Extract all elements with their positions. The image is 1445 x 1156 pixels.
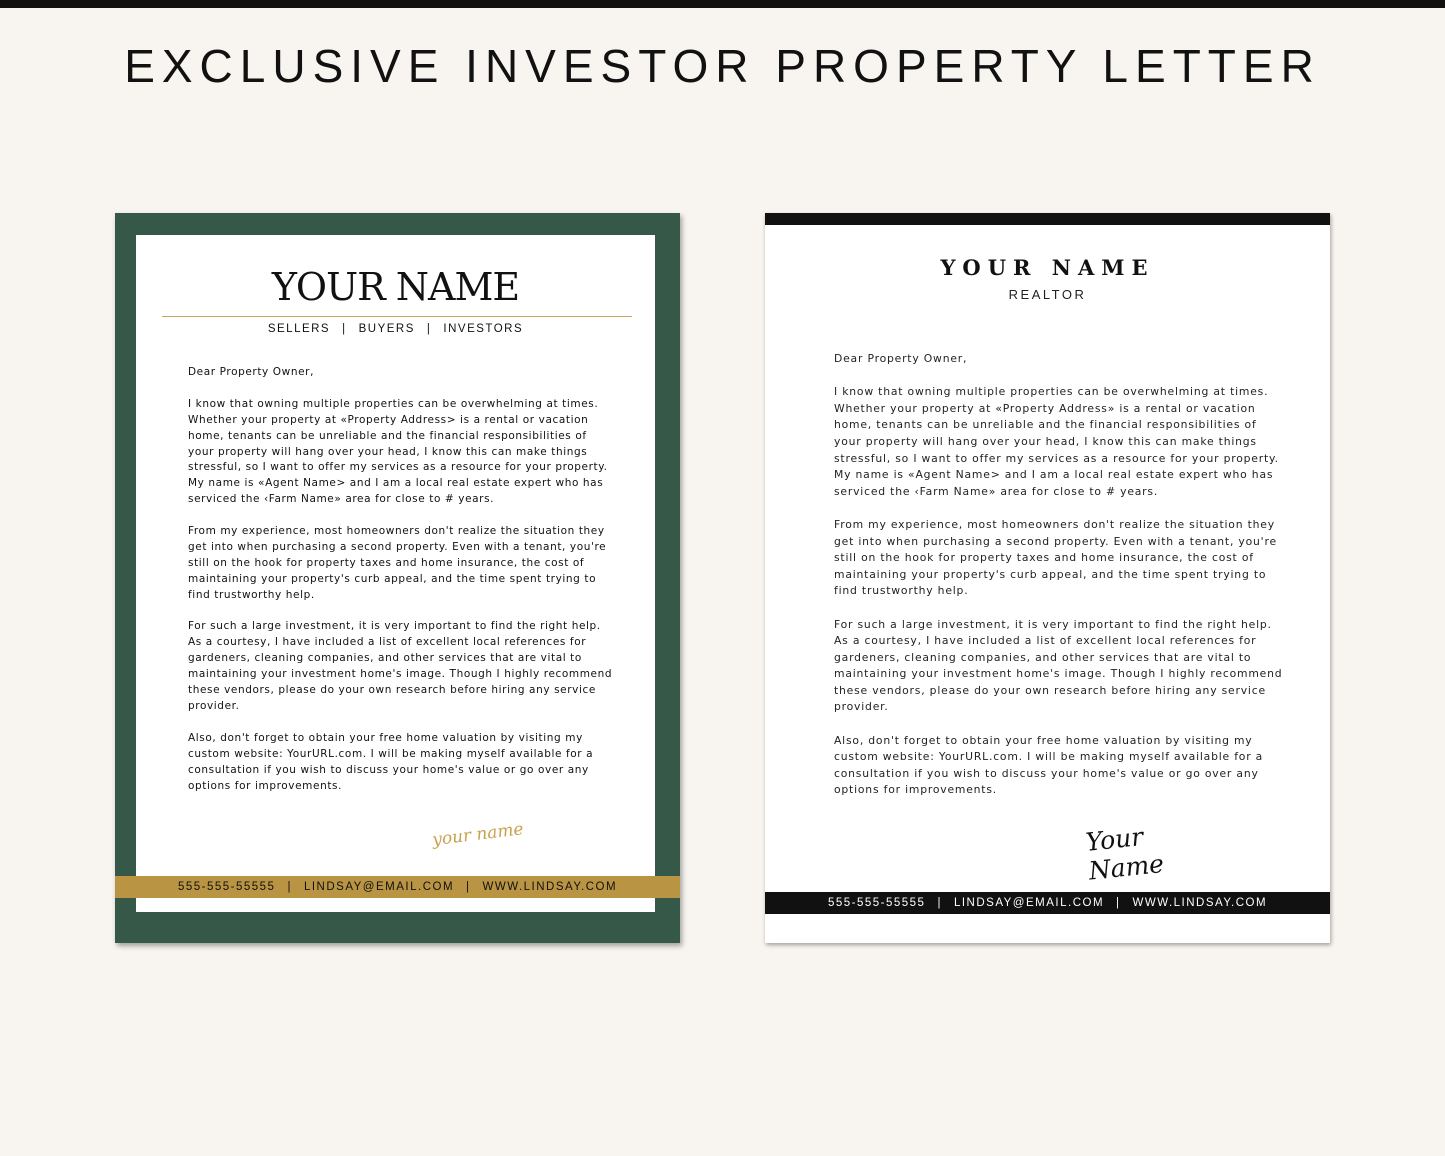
contact-email: LINDSAY@EMAIL.COM [953, 897, 1105, 909]
contact-separator: | [466, 881, 471, 893]
letter-green-paragraph-1: I know that owning multiple properties can be overwhelming at times. Whether your property at «Property Address> is a rental or vacation home, tenants can be unreliable and the financial responsibilities of your property will hang over your head, I know this can make things stressful, so I want to offer my services as a resource for your property. My name is «Agent Name> and I am a local real estate expert who has serviced the ‹Farm Name» area for close to # years. [188, 397, 608, 506]
audience-buyers: BUYERS [358, 323, 415, 335]
contact-phone: 555-555-55555 [827, 897, 926, 909]
audience-sellers: SELLERS [267, 323, 331, 335]
letter-green-greeting: Dear Property Owner, [188, 366, 315, 378]
letter-green-contact-bar [115, 876, 680, 898]
contact-email: LINDSAY@EMAIL.COM [303, 881, 455, 893]
contact-separator: | [1116, 897, 1121, 909]
contact-website: WWW.LINDSAY.COM [482, 881, 618, 893]
letter-black-signature: Your Name [1084, 821, 1166, 886]
top-border-bar [0, 0, 1445, 8]
page-title: EXCLUSIVE INVESTOR PROPERTY LETTER [124, 40, 1321, 92]
contact-separator: | [937, 897, 942, 909]
letter-green-paragraph-3: For such a large investment, it is very important to find the right help. As a courtesy, I have included a list of excellent local references for gardeners, cleaning companies, and other services that are vital to maintaining your investment home's image. Though I highly recommend these vendors, please do your own research before hiring any service provider. [188, 620, 613, 712]
letter-black-paragraph-2: From my experience, most homeowners don't realize the situation they get into when purchasing a second property. Even with a tenant, you're still on the hook for property taxes and home insurance, the cost of maintaining your property's curb appeal, and the time spent trying to find trustworthy help. [834, 517, 1277, 598]
contact-separator: | [287, 881, 292, 893]
audience-separator: | [342, 323, 347, 335]
letter-black-paragraph-1: I know that owning multiple properties can be overwhelming at times. Whether your property at «Property Address» is a rental or vacation home, tenants can be unreliable and the financial responsibilities of your property will hang over your head, I know this can make things stressful, so I want to offer my services as a resource for your property. My name is «Agent Name> and I am a local real estate expert who has serviced the ‹Farm Name» area for close to # years. [834, 385, 1279, 498]
letter-green-signature: your name [431, 819, 525, 851]
letter-black-paragraph-4: Also, don't forget to obtain your free home valuation by visiting my custom website: YourURL.com. I will be making myself available for a consultation if you wish to discuss your home's value or go over any options for improvements. [834, 733, 1264, 797]
audience-investors: INVESTORS [443, 323, 524, 335]
letter-black-role: REALTOR [1008, 287, 1087, 302]
letter-green-frame [115, 213, 680, 943]
letter-green-gold-rule [162, 316, 632, 317]
letter-green-paragraph-2: From my experience, most homeowners don't realize the situation they get into when purchasing a second property. Even with a tenant, you're still on the hook for property taxes and home insurance, the cost of maintaining your property's curb appeal, and the time spent trying to find trustworthy help. [188, 525, 607, 601]
letter-black-body [834, 351, 1284, 816]
letter-black-agent-name: YOUR NAME [940, 255, 1155, 280]
contact-website: WWW.LINDSAY.COM [1132, 897, 1268, 909]
letter-black-sheet [765, 213, 1330, 943]
letter-green-paragraph-4: Also, don't forget to obtain your free home valuation by visiting my custom website: YourURL.com. I will be making myself available for a consultation if you wish to discuss your home's value or go over any options for improvements. [188, 731, 594, 792]
letter-green-body [188, 365, 613, 810]
contact-phone: 555-555-55555 [177, 881, 276, 893]
audience-separator: | [426, 323, 432, 335]
letter-green-agent-name: YOUR NAME [271, 265, 520, 309]
letter-green-audience-line [136, 321, 655, 337]
letter-black-paragraph-3: For such a large investment, it is very important to find the right help. As a courtesy, I have included a list of excellent local references for gardeners, cleaning companies, and other services that are vital to maintaining your investment home's image. Though I highly recommend these vendors, please do your own research before hiring any service provider. [834, 617, 1283, 714]
letter-black-greeting: Dear Property Owner, [834, 352, 968, 365]
letter-black-contact-bar [765, 892, 1330, 914]
letter-green-sheet [136, 235, 655, 912]
letter-black-top-bar [765, 213, 1330, 225]
